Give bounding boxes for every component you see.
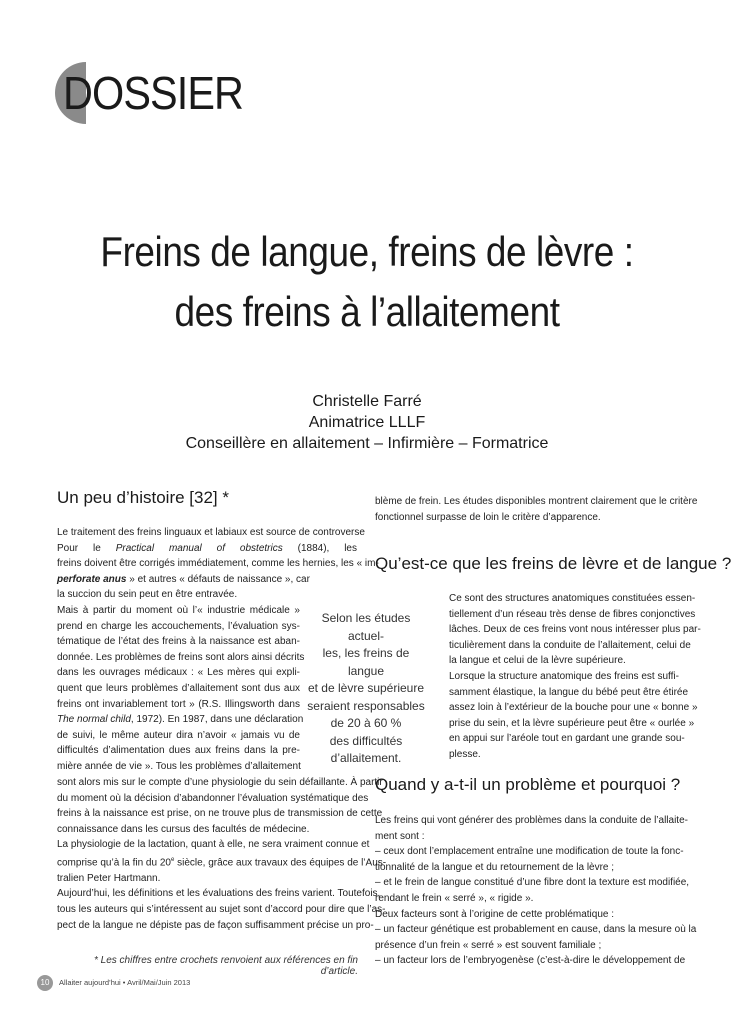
text-line: blème de frein. Les études disponibles montrent clairement que le critère — [375, 496, 698, 507]
quote-line: les, les freins de langue — [322, 646, 410, 678]
text-line: pect de la langue ne dépiste pas de façon suffisamment précise un pro- — [57, 919, 374, 931]
history-paragraph-3 — [57, 775, 387, 933]
text-line: Le traitement des freins linguaux et labiaux est source de controverse — [57, 527, 365, 538]
text-line: comprise qu’à la fin du 20e siècle, grâce aux travaux des équipes de l’Aus- — [57, 856, 387, 869]
text-line: perforate anus » et autres « défauts de naissance », car — [57, 573, 310, 585]
heading-when-problem: Quand y a-t-il un problème et pourquoi ? — [375, 775, 681, 794]
text-line: Deux facteurs sont à l’origine de cette problématique : — [375, 908, 615, 920]
text-line: – un facteur génétique est probablement en cause, dans la mesure où la — [375, 924, 697, 936]
quote-line: de 20 à 60 % — [330, 716, 402, 730]
text-line: mière année de vie ». Tous les problèmes d’allaitement — [57, 760, 301, 772]
text-line: du moment où la décision d’abandonner l’évaluation systématique des — [57, 792, 369, 804]
text-line: ticulièrement dans la conduite de l’allaitement, celui de — [449, 639, 691, 651]
author-role-1: Animatrice LLLF — [308, 414, 426, 431]
text-line: difficultés d’alimentation dues aux freins dans la pre- — [57, 745, 300, 757]
text-line: tiellement d’un réseau très dense de fibres conjonctives — [449, 608, 696, 620]
quote-line: Selon les études actuel- — [321, 611, 411, 643]
author-block — [0, 391, 734, 454]
text-line: ment sont : — [375, 830, 425, 842]
section-label: DOSSIER — [63, 67, 244, 119]
history-continuation — [375, 494, 698, 525]
title-line-2: des freins à l’allaitement — [174, 288, 560, 335]
text-line: Ce sont des structures anatomiques constituées essen- — [449, 593, 696, 604]
article-title — [0, 222, 734, 342]
text-line: la succion du sein peut en être entravée. — [57, 589, 238, 601]
heading-history: Un peu d’histoire [32] * — [57, 488, 229, 507]
text-line: Mais à partir du moment où l’« industrie médicale » — [57, 605, 300, 616]
text-line: la langue et celui de la lèvre supérieure. — [449, 655, 626, 667]
text-line: La physiologie de la lactation, quant à elle, ne sera vraiment connue et — [57, 839, 370, 851]
text-line: rendant le frein « serré », « rigide ». — [375, 892, 534, 904]
text-line: dans les ouvrages médicaux : « Les mères qui expli- — [57, 667, 300, 679]
text-line: connaissance dans les cursus des facultés de médecine. — [57, 823, 310, 835]
text-line: assez loin à l’extérieur de la bouche pour une « bonne » — [449, 702, 698, 714]
quote-line: seraient responsables — [307, 698, 425, 713]
quote-line: des difficultés — [329, 733, 403, 748]
text-line: freins doivent être corrigés immédiatement, comme les hernies, les « im- — [57, 558, 379, 570]
text-line: tous les auteurs qui s’intéressent au sujet sont d’accord pour dire que l’as- — [57, 904, 386, 916]
text-line: tionnalité de la langue et du retournement de la lèvre ; — [375, 861, 615, 873]
author-role-2: Conseillère en allaitement – Infirmière – Formatrice — [185, 435, 549, 452]
text-line: prend en charge les accouchements, l’évaluation sys- — [57, 620, 300, 632]
text-line: quent que leurs problèmes d’allaitement sont dus aux — [57, 682, 300, 694]
frenula-paragraph — [449, 591, 701, 763]
text-line: tématique de l’état des freins à la naissance est aban- — [57, 636, 300, 648]
text-line: sont alors mis sur le compte d’une physiologie du sein défaillante. À partir — [57, 777, 383, 788]
text-line: prise du sein, et la lèvre supérieure peut être « ourlée » — [449, 717, 695, 729]
text-line: plesse. — [449, 748, 481, 760]
text-line: en appui sur l’aréole tout en gardant une grande sou- — [449, 733, 685, 745]
text-line: freins à la naissance est prise, on ne trouve plus de transmission de cette — [57, 808, 383, 820]
quote-line: d’allaitement. — [330, 751, 402, 765]
problem-paragraph — [375, 813, 697, 969]
text-line: Lorsque la structure anatomique des freins est suffi- — [449, 670, 679, 682]
journal-info: Allaiter aujourd’hui • Avril/Mai/Juin 2013 — [59, 978, 191, 987]
text-line: de suivi, le même auteur dira n’avoir « jamais vu de — [57, 729, 300, 741]
text-line: Aujourd’hui, les définitions et les évaluations des freins varient. Toutefois, — [57, 888, 381, 900]
title-line-1: Freins de langue, freins de lèvre : — [100, 228, 634, 275]
text-line: – ceux dont l’emplacement entraîne une modification de toute la fonc- — [375, 846, 684, 858]
text-line: présence d’un frein « serré » est souvent familiale ; — [375, 939, 602, 951]
text-line: tralien Peter Hartmann. — [57, 872, 161, 884]
text-line: – et le frein de langue constitué d’une fibre dont la texture est modifiée, — [375, 877, 690, 889]
text-line: Les freins qui vont générer des problèmes dans la conduite de l’allaite- — [375, 815, 688, 826]
text-line: The normal child, 1972). En 1987, dans une déclaration — [57, 714, 304, 726]
text-line: samment élastique, la langue du bébé peut être étirée — [449, 686, 689, 698]
page-number: 10 — [37, 975, 53, 991]
text-line: – un facteur lors de l’embryogenèse (c’est-à-dire le développement de — [375, 955, 686, 967]
pull-quote — [305, 610, 427, 768]
footnote: * Les chiffres entre crochets renvoient aux références en fin d’article. — [93, 955, 358, 977]
text-line: freins ont invariablement tort » (R.S. Illingsworth dans — [57, 698, 300, 710]
text-line: lâches. Deux de ces freins vont nous intéresser plus par- — [449, 624, 701, 636]
author-name: Christelle Farré — [312, 393, 422, 410]
text-line: donnée. Les problèmes de freins sont alors ainsi décrits — [57, 651, 305, 663]
history-paragraph-1 — [57, 525, 379, 603]
text-line: fonctionnel surpasse de loin le critère d’apparence. — [375, 511, 601, 523]
heading-what-are-frenula: Qu’est-ce que les freins de lèvre et de langue ? — [375, 554, 732, 573]
text-line: Pour le Practical manual of obstetrics (1884), les — [57, 542, 357, 554]
history-paragraph-2 — [57, 603, 305, 775]
quote-line: et de lèvre supérieure — [307, 681, 425, 695]
